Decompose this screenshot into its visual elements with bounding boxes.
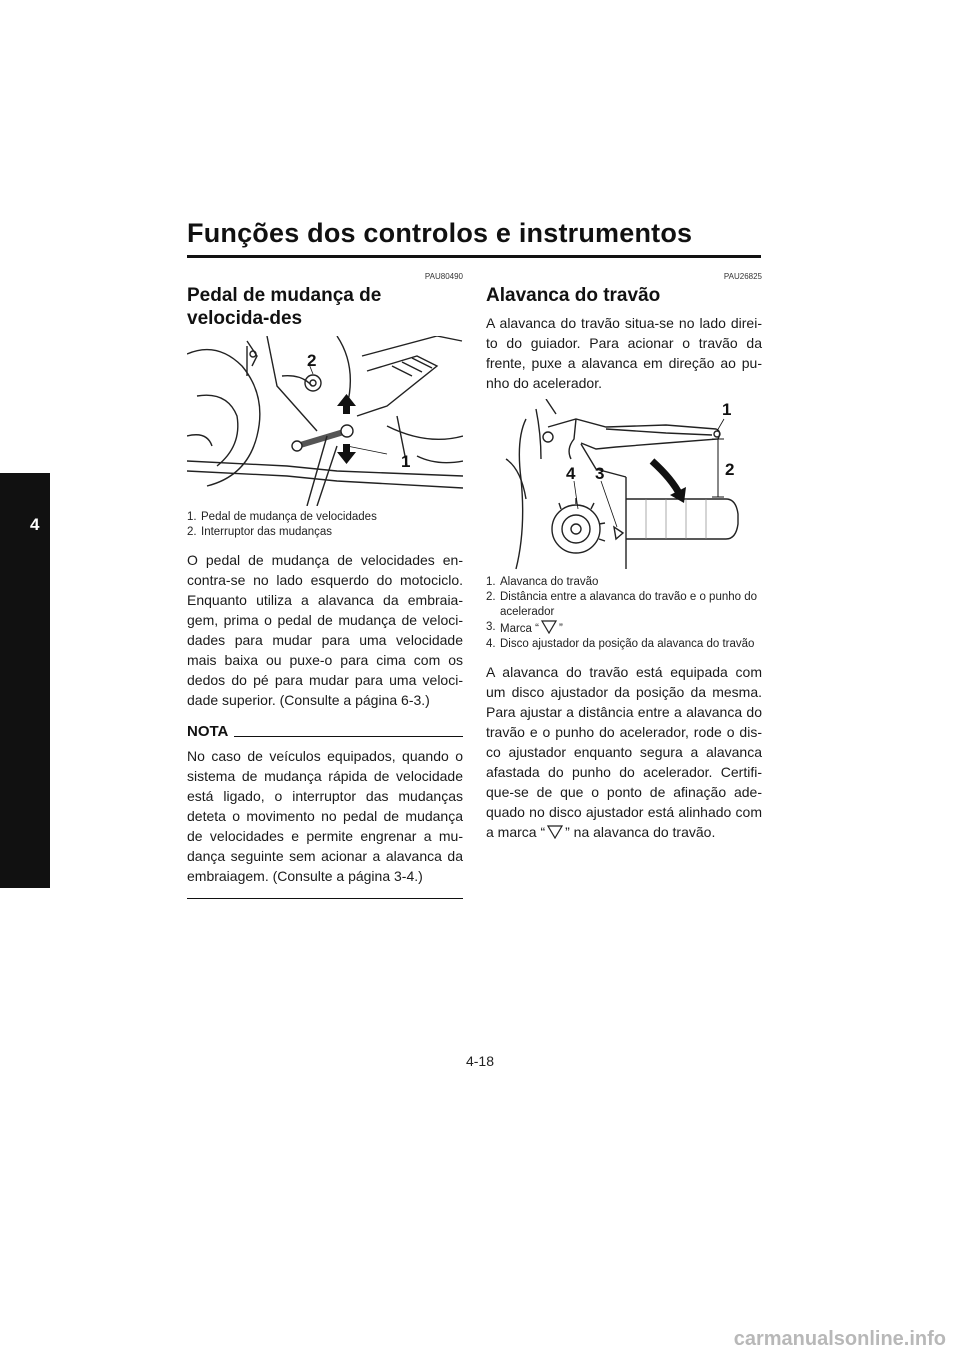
caption-item bbox=[486, 575, 762, 590]
brake-lever-drawing bbox=[506, 399, 738, 569]
caption-text: Interruptor das mudanças bbox=[201, 526, 333, 538]
left-column bbox=[187, 272, 463, 899]
header-rule bbox=[187, 255, 761, 258]
section-code: PAU26825 bbox=[723, 272, 762, 281]
caption-text bbox=[500, 620, 762, 637]
chapter-tab bbox=[0, 473, 50, 888]
triangle-mark-icon bbox=[547, 825, 563, 839]
callout-2: 2 bbox=[725, 460, 735, 479]
caption-number: 4. bbox=[486, 638, 496, 650]
caption-item bbox=[486, 637, 762, 652]
triangle-mark-icon bbox=[541, 620, 557, 634]
caption-number: 2. bbox=[187, 526, 197, 538]
callout-1: 1 bbox=[722, 400, 732, 419]
chapter-tab-number: 4 bbox=[30, 515, 40, 534]
callout-2: 2 bbox=[307, 351, 317, 370]
section-heading: Alavanca do travão bbox=[486, 285, 661, 306]
note-header bbox=[187, 724, 463, 740]
note-label: NOTA bbox=[187, 723, 229, 740]
caption-item bbox=[187, 525, 463, 540]
watermark[interactable]: carmanualsonline.info bbox=[733, 1328, 946, 1350]
callout-1: 1 bbox=[401, 452, 411, 471]
page-number: 4-18 bbox=[465, 1053, 495, 1069]
caption-text: Disco ajustador da posição da alavanca do travão bbox=[500, 638, 755, 650]
caption-number: 1. bbox=[486, 576, 496, 588]
caption-item bbox=[486, 620, 762, 637]
note-end-rule bbox=[187, 898, 463, 899]
body-paragraph bbox=[486, 662, 762, 842]
caption-text-after: ” bbox=[558, 623, 563, 635]
lever-pull-arrow bbox=[652, 461, 680, 495]
callout-3: 3 bbox=[595, 464, 605, 483]
caption-text-before: Marca “ bbox=[500, 623, 539, 635]
section-code: PAU80490 bbox=[424, 272, 463, 281]
note-rule bbox=[234, 736, 463, 737]
shift-pedal-drawing bbox=[187, 336, 463, 506]
caption-item bbox=[486, 590, 762, 620]
page-header-title: Funções dos controlos e instrumentos bbox=[187, 218, 693, 248]
paragraph-text-before: A alavanca do travão está equipada com um disco ajustador da posição da mesma. Para ajustar a distância entre a alavanca do travão e o punho do acelerador, rode o dis-co ajustador enquanto segura a alavanca afastada do punho do acelerador. Certifi-que-se de que o ponto de afinação ade-quado no disco ajustador está alinhado com a marca “ bbox=[486, 664, 762, 840]
caption-number: 1. bbox=[187, 511, 197, 523]
caption-text: Alavanca do travão bbox=[500, 576, 599, 588]
paragraph-text-after: ” na alavanca do travão. bbox=[565, 824, 716, 840]
distance-dimension bbox=[712, 439, 724, 497]
caption-number: 3. bbox=[486, 621, 496, 633]
intro-paragraph: A alavanca do travão situa-se no lado direi-to do guiador. Para acionar o travão da frente, puxe a alavanca em direção ao pu-nho do acelerador. bbox=[486, 315, 762, 391]
right-column bbox=[486, 272, 762, 848]
caption-text: Distância entre a alavanca do travão e o punho do acelerador bbox=[500, 591, 758, 618]
caption-item bbox=[187, 510, 463, 525]
brake-lever-illustration bbox=[486, 399, 762, 571]
section-heading: Pedal de mudança de velocida-des bbox=[187, 285, 382, 329]
body-paragraph: O pedal de mudança de velocidades en-contra-se no lado esquerdo do motociclo. Enquanto utiliza a alavanca da embraia-gem, prima o pedal de mudança de veloci-dades para mudar para uma velocidade mais baixa ou puxe-o para cima com os dedos do pé para mudar para uma veloci-dade superior. (Consulte a página 6-3.) bbox=[187, 552, 463, 708]
figure-caption bbox=[187, 510, 463, 540]
caption-number: 2. bbox=[486, 591, 496, 603]
note-text: No caso de veículos equipados, quando o sistema de mudança rápida de velocidade está ligado, o interruptor das mudanças deteta o movimento no pedal de mudança de velocidades e permite engrenar a mu-dança seguinte sem acionar a alavanca da embraiagem. (Consulte a página 3-4.) bbox=[187, 748, 463, 884]
figure-caption bbox=[486, 575, 762, 652]
shift-pedal-illustration bbox=[187, 336, 463, 506]
caption-text: Pedal de mudança de velocidades bbox=[201, 511, 377, 523]
callout-4: 4 bbox=[566, 464, 576, 483]
